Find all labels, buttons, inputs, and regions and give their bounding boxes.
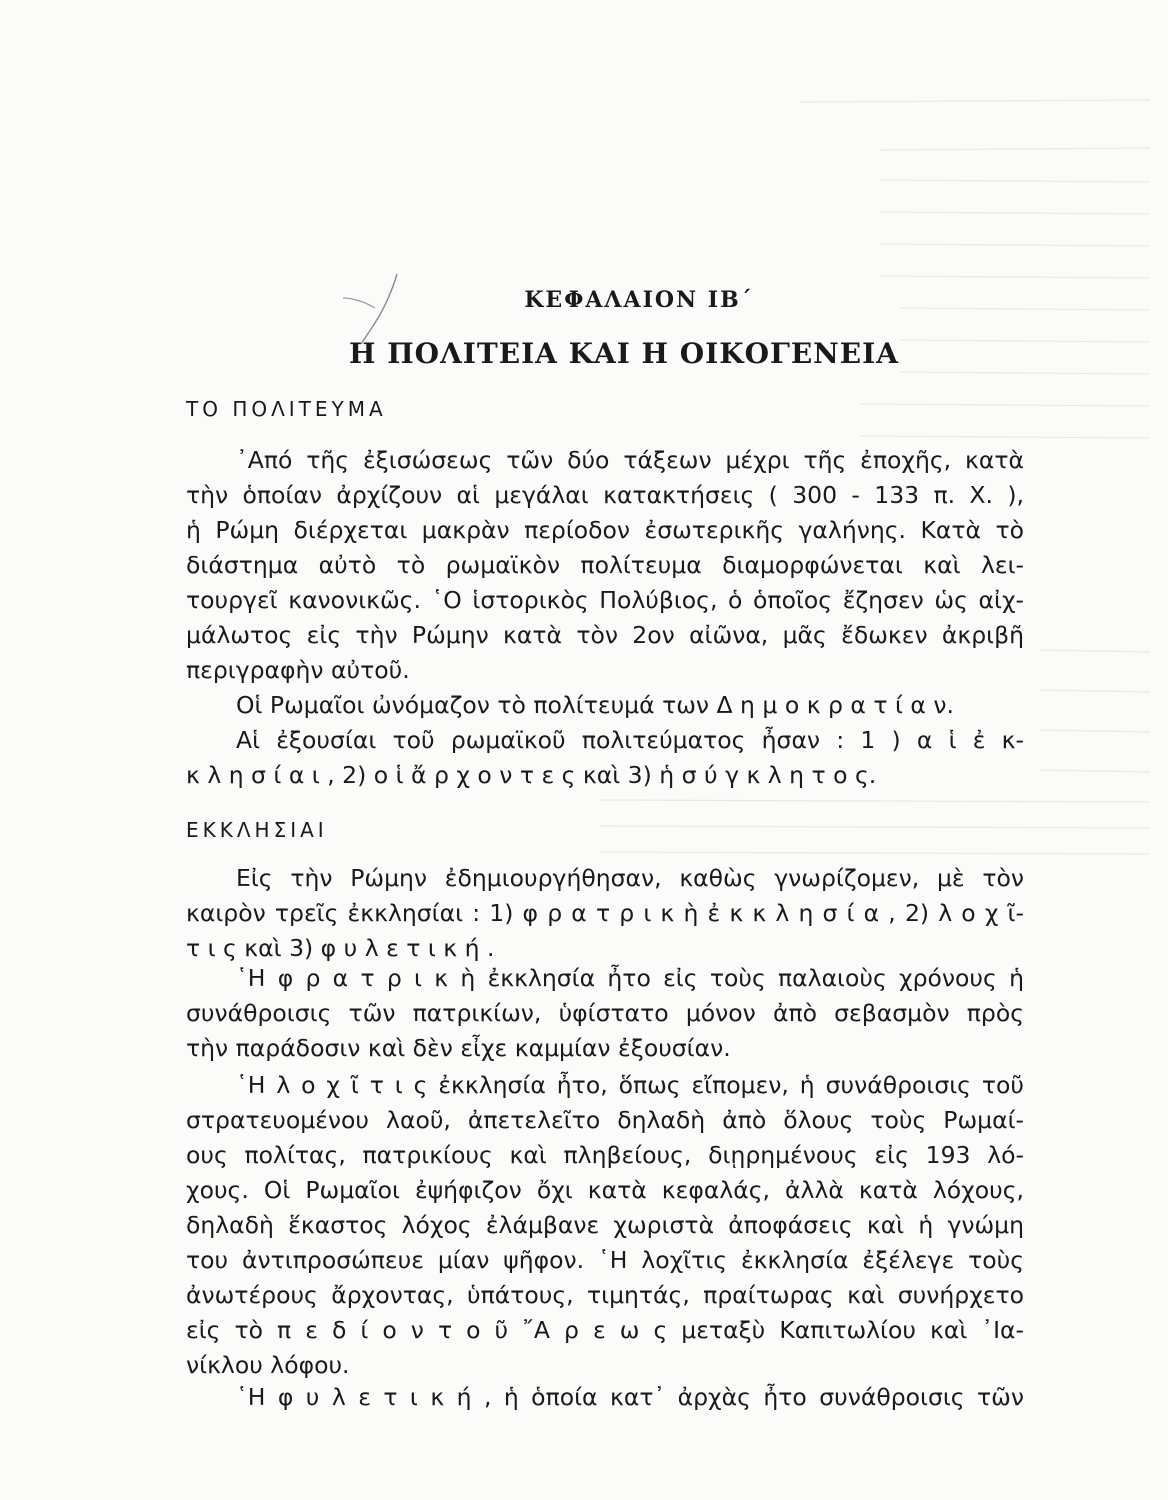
text-line: κ λ η σ ί α ι , 2) ο ἱ ἄ ρ χ ο ν τ ε ς καὶ 3) ἡ σ ύ γ κ λ η τ ο ς. — [186, 761, 877, 789]
text-line: Οἱ Ρωμαῖοι ὠνόμαζον τὸ πολίτευμά των Δ η μ ο κ ρ α τ ί α ν. — [236, 691, 954, 719]
text-line: του ἀντιπροσώπευε μίαν ψῆφον. ῾Η λοχῖτις ἐκκλησία ἐξέλεγε τοὺς — [186, 1246, 1024, 1274]
chapter-title: Η ΠΟΛΙΤΕΙΑ ΚΑΙ Η ΟΙΚΟΓΕΝΕΙΑ — [349, 337, 899, 370]
text-line: καιρὸν τρεῖς ἐκκλησίαι : 1) φ ρ α τ ρ ι κ ὴ ἐ κ κ λ η σ ί α , 2) λ ο χ ῖ- — [186, 899, 1024, 927]
text-line: ἀνωτέρους ἄρχοντας, ὑπάτους, τιμητάς, πραίτωρας καὶ συνήρχετο — [186, 1281, 1024, 1309]
text-line: χους. Οἱ Ρωμαῖοι ἐψήφιζον ὄχι κατὰ κεφαλάς, ἀλλὰ κατὰ λόχους, — [186, 1176, 1024, 1204]
paragraph — [186, 688, 1024, 723]
text-line: περιγραφὴν αὐτοῦ. — [186, 656, 410, 684]
text-line: διάστημα αὐτὸ τὸ ρωμαϊκὸν πολίτευμα διαμορφώνεται καὶ λει- — [186, 551, 1024, 579]
text-line: Αἱ ἐξουσίαι τοῦ ρωμαϊκοῦ πολιτεύματος ἦσαν : 1 ) α ἱ ἐ κ- — [236, 726, 1024, 754]
paragraph — [186, 961, 1024, 1066]
chapter-label: ΚΕΦΑΛΑΙΟΝ ΙΒ΄ — [524, 287, 754, 313]
section-heading-politevma: ΤΟ ΠΟΛΙΤΕΥΜΑ — [186, 397, 387, 421]
text-line: συνάθροισις τῶν πατρικίων, ὑφίστατο μόνον ἀπὸ σεβασμὸν πρὸς — [186, 999, 1024, 1027]
text-line: μάλωτος εἰς τὴν Ρώμην κατὰ τὸν 2ον αἰῶνα, μᾶς ἔδωκεν ἀκριβῆ — [186, 621, 1024, 649]
text-line: τουργεῖ κανονικῶς. ῾Ο ἱστορικὸς Πολύβιος, ὁ ὁποῖος ἔζησεν ὡς αἰχ- — [186, 586, 1024, 614]
text-line: Εἰς τὴν Ρώμην ἐδημιουργήθησαν, καθὼς γνωρίζομεν, μὲ τὸν — [236, 864, 1024, 892]
text-line: εἰς τὸ π ε δ ί ο ν τ ο ῦ ῎Α ρ ε ω ς μεταξὺ Καπιτωλίου καὶ ᾿Ια- — [186, 1316, 1024, 1344]
text-line: ῾Η φ ρ α τ ρ ι κ ὴ ἐκκλησία ἦτο εἰς τοὺς παλαιοὺς χρόνους ἡ — [236, 964, 1024, 992]
text-line: τὴν ὁποίαν ἀρχίζουν αἱ μεγάλαι κατακτήσεις ( 300 - 133 π. Χ. ), — [186, 481, 1024, 509]
text-line: τὴν παράδοσιν καὶ δὲν εἶχε καμμίαν ἐξουσίαν. — [186, 1034, 731, 1062]
text-line: δηλαδὴ ἕκαστος λόχος ἐλάμβανε χωριστὰ ἀποφάσεις καὶ ἡ γνώμη — [186, 1211, 1024, 1239]
text-line: ῾Η λ ο χ ῖ τ ι ς ἐκκλησία ἦτο, ὅπως εἴπομεν, ἡ συνάθροισις τοῦ — [236, 1071, 1024, 1099]
section-heading-ekklisiai: ΕΚΚΛΗΣΙΑΙ — [186, 818, 328, 842]
paragraph — [186, 723, 1024, 793]
paragraph — [186, 861, 1024, 966]
paragraph — [186, 1068, 1024, 1383]
text-line: νίκλου λόφου. — [186, 1351, 350, 1379]
text-line: ἡ Ρώμη διέρχεται μακρὰν περίοδον ἐσωτερικῆς γαλήνης. Κατὰ τὸ — [186, 516, 1024, 544]
text-line: στρατευομένου λαοῦ, ἀπετελεῖτο δηλαδὴ ἀπὸ ὅλους τοὺς Ρωμαί- — [186, 1106, 1024, 1134]
text-line: ᾿Από τῆς ἐξισώσεως τῶν δύο τάξεων μέχρι τῆς ἐποχῆς, κατὰ — [236, 446, 1024, 474]
text-line: τ ι ς καὶ 3) φ υ λ ε τ ι κ ή . — [186, 934, 495, 962]
paragraph — [186, 443, 1024, 688]
text-line: ῾Η φ υ λ ε τ ι κ ή , ἡ ὁποία κατ᾿ ἀρχὰς ἦτο συνάθροισις τῶν — [236, 1383, 1024, 1411]
paragraph — [186, 1380, 1024, 1415]
text-line: ους πολίτας, πατρικίους καὶ πληβείους, διῃρημένους εἰς 193 λό- — [186, 1141, 1024, 1169]
